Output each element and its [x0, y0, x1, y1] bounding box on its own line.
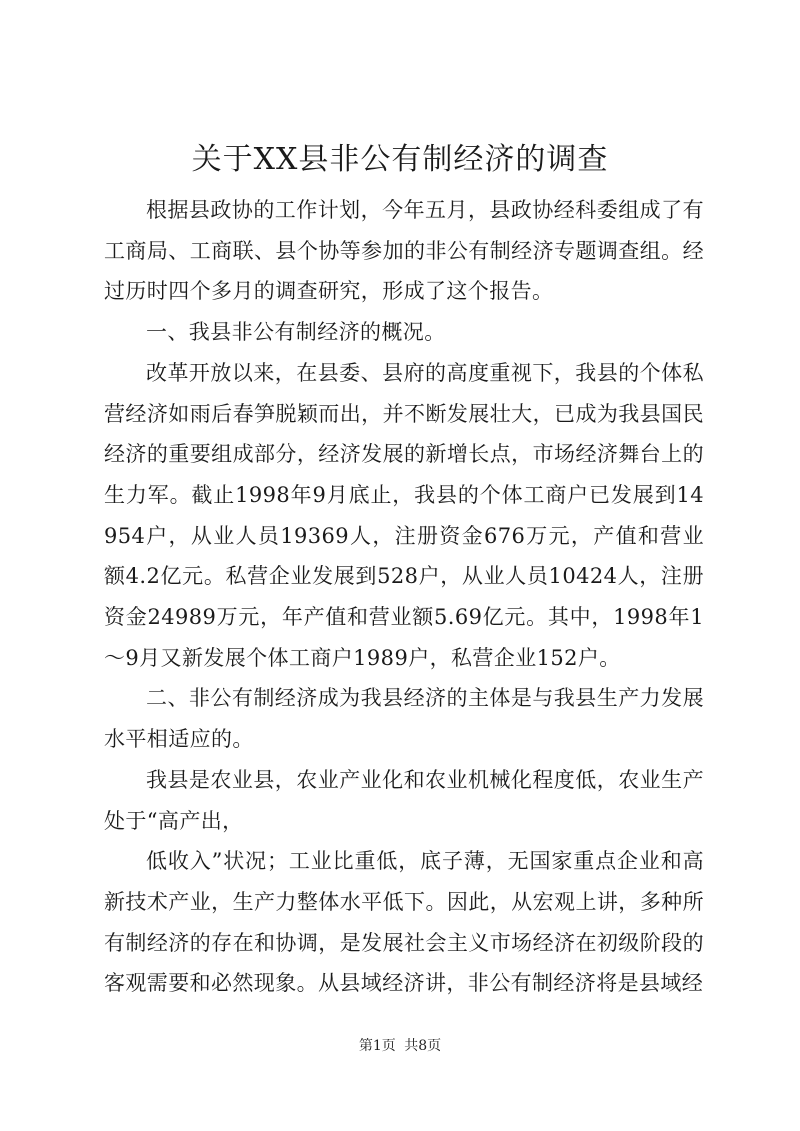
paragraph-agriculture: 我县是农业县，农业产业化和农业机械化程度低，农业生产处于“高产出，	[104, 767, 704, 833]
page-footer	[0, 1036, 800, 1056]
page-total: 共8页	[404, 1038, 442, 1054]
document-title: 关于XX县非公有制经济的调查	[191, 142, 609, 177]
paragraph-overview: 改革开放以来，在县委、县府的高度重视下，我县的个体私营经济如雨后春笋脱颖而出，并不断发展壮大，已成为我县国民经济的重要组成部分，经济发展的新增长点，市场经济舞台上的生力军。截止1998年9月底止，我县的个体工商户已发展到14954户，从业人员19369人，注册资金676万元，产值和营业额4.2亿元。私营企业发展到528户，从业人员10424人，注册资金24989万元，年产值和营业额5.69亿元。其中，1998年1～9月又新发展个体工商户1989户，私营企业152户。	[104, 360, 704, 670]
page-number: 第1页	[358, 1038, 396, 1054]
paragraph-intro: 根据县政协的工作计划，今年五月，县政协经科委组成了有工商局、工商联、县个协等参加的非公有制经济专题调查组。经过历时四个多月的调查研究，形成了这个报告。	[104, 198, 704, 304]
section-heading-overview: 一、我县非公有制经济的概况。	[146, 320, 446, 345]
paragraph-income: 低收入”状况；工业比重低，底子薄，无国家重点企业和高新技术产业，生产力整体水平低下。因此，从宏观上讲，多种所有制经济的存在和协调，是发展社会主义市场经济在初级阶段的客观需要和必然现象。从县域经济讲，非公有制经济将是县域经	[104, 849, 704, 996]
section-heading-main-body: 二、非公有制经济成为我县经济的主体是与我县生产力发展水平相适应的。	[104, 686, 704, 752]
document-body	[104, 190, 704, 1004]
